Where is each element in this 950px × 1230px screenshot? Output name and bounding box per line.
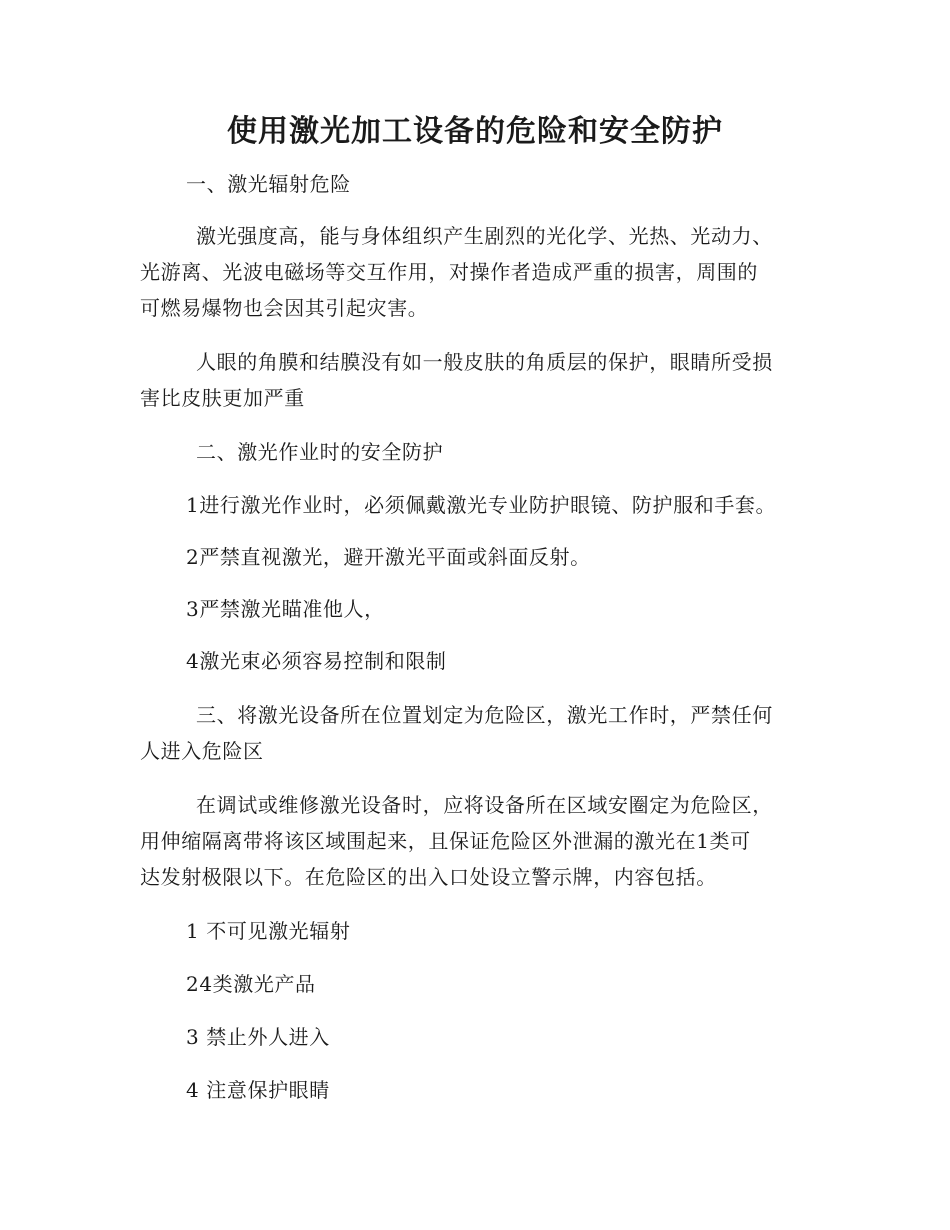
section-heading-3-continued: 人进入危险区 <box>140 739 264 763</box>
paragraph-line: 可燃易爆物也会因其引起灾害。 <box>140 296 429 320</box>
list-item: 4 注意保护眼睛 <box>186 1078 330 1102</box>
paragraph-line: 光游离、光波电磁场等交互作用，对操作者造成严重的损害，周围的 <box>140 260 758 284</box>
paragraph-line: 害比皮肤更加严重 <box>140 386 305 410</box>
paragraph-line: 达发射极限以下。在危险区的出入口处设立警示牌，内容包括。 <box>140 865 717 889</box>
paragraph-line: 用伸缩隔离带将该区域围起来，且保证危险区外泄漏的激光在1类可 <box>140 829 751 853</box>
paragraph-line: 人眼的角膜和结膜没有如一般皮肤的角质层的保护，眼睛所受损 <box>196 350 773 374</box>
list-item: 2严禁直视激光，避开激光平面或斜面反射。 <box>186 545 591 569</box>
document-title: 使用激光加工设备的危险和安全防护 <box>227 114 723 149</box>
paragraph-line: 激光强度高，能与身体组织产生剧烈的光化学、光热、光动力、 <box>196 224 773 248</box>
list-item: 3 禁止外人进入 <box>186 1025 330 1049</box>
section-heading-1: 一、激光辐射危险 <box>186 172 351 196</box>
list-item: 24类激光产品 <box>186 972 316 996</box>
list-item: 1进行激光作业时，必须佩戴激光专业防护眼镜、防护服和手套。 <box>186 493 777 517</box>
paragraph-line: 在调试或维修激光设备时，应将设备所在区域安圈定为危险区， <box>196 793 773 817</box>
section-heading-2: 二、激光作业时的安全防护 <box>196 440 444 464</box>
section-heading-3: 三、将激光设备所在位置划定为危险区，激光工作时，严禁任何 <box>196 703 773 727</box>
list-item: 4激光束必须容易控制和限制 <box>186 649 447 673</box>
list-item: 1 不可见激光辐射 <box>186 919 351 943</box>
list-item: 3严禁激光瞄准他人， <box>186 597 385 621</box>
